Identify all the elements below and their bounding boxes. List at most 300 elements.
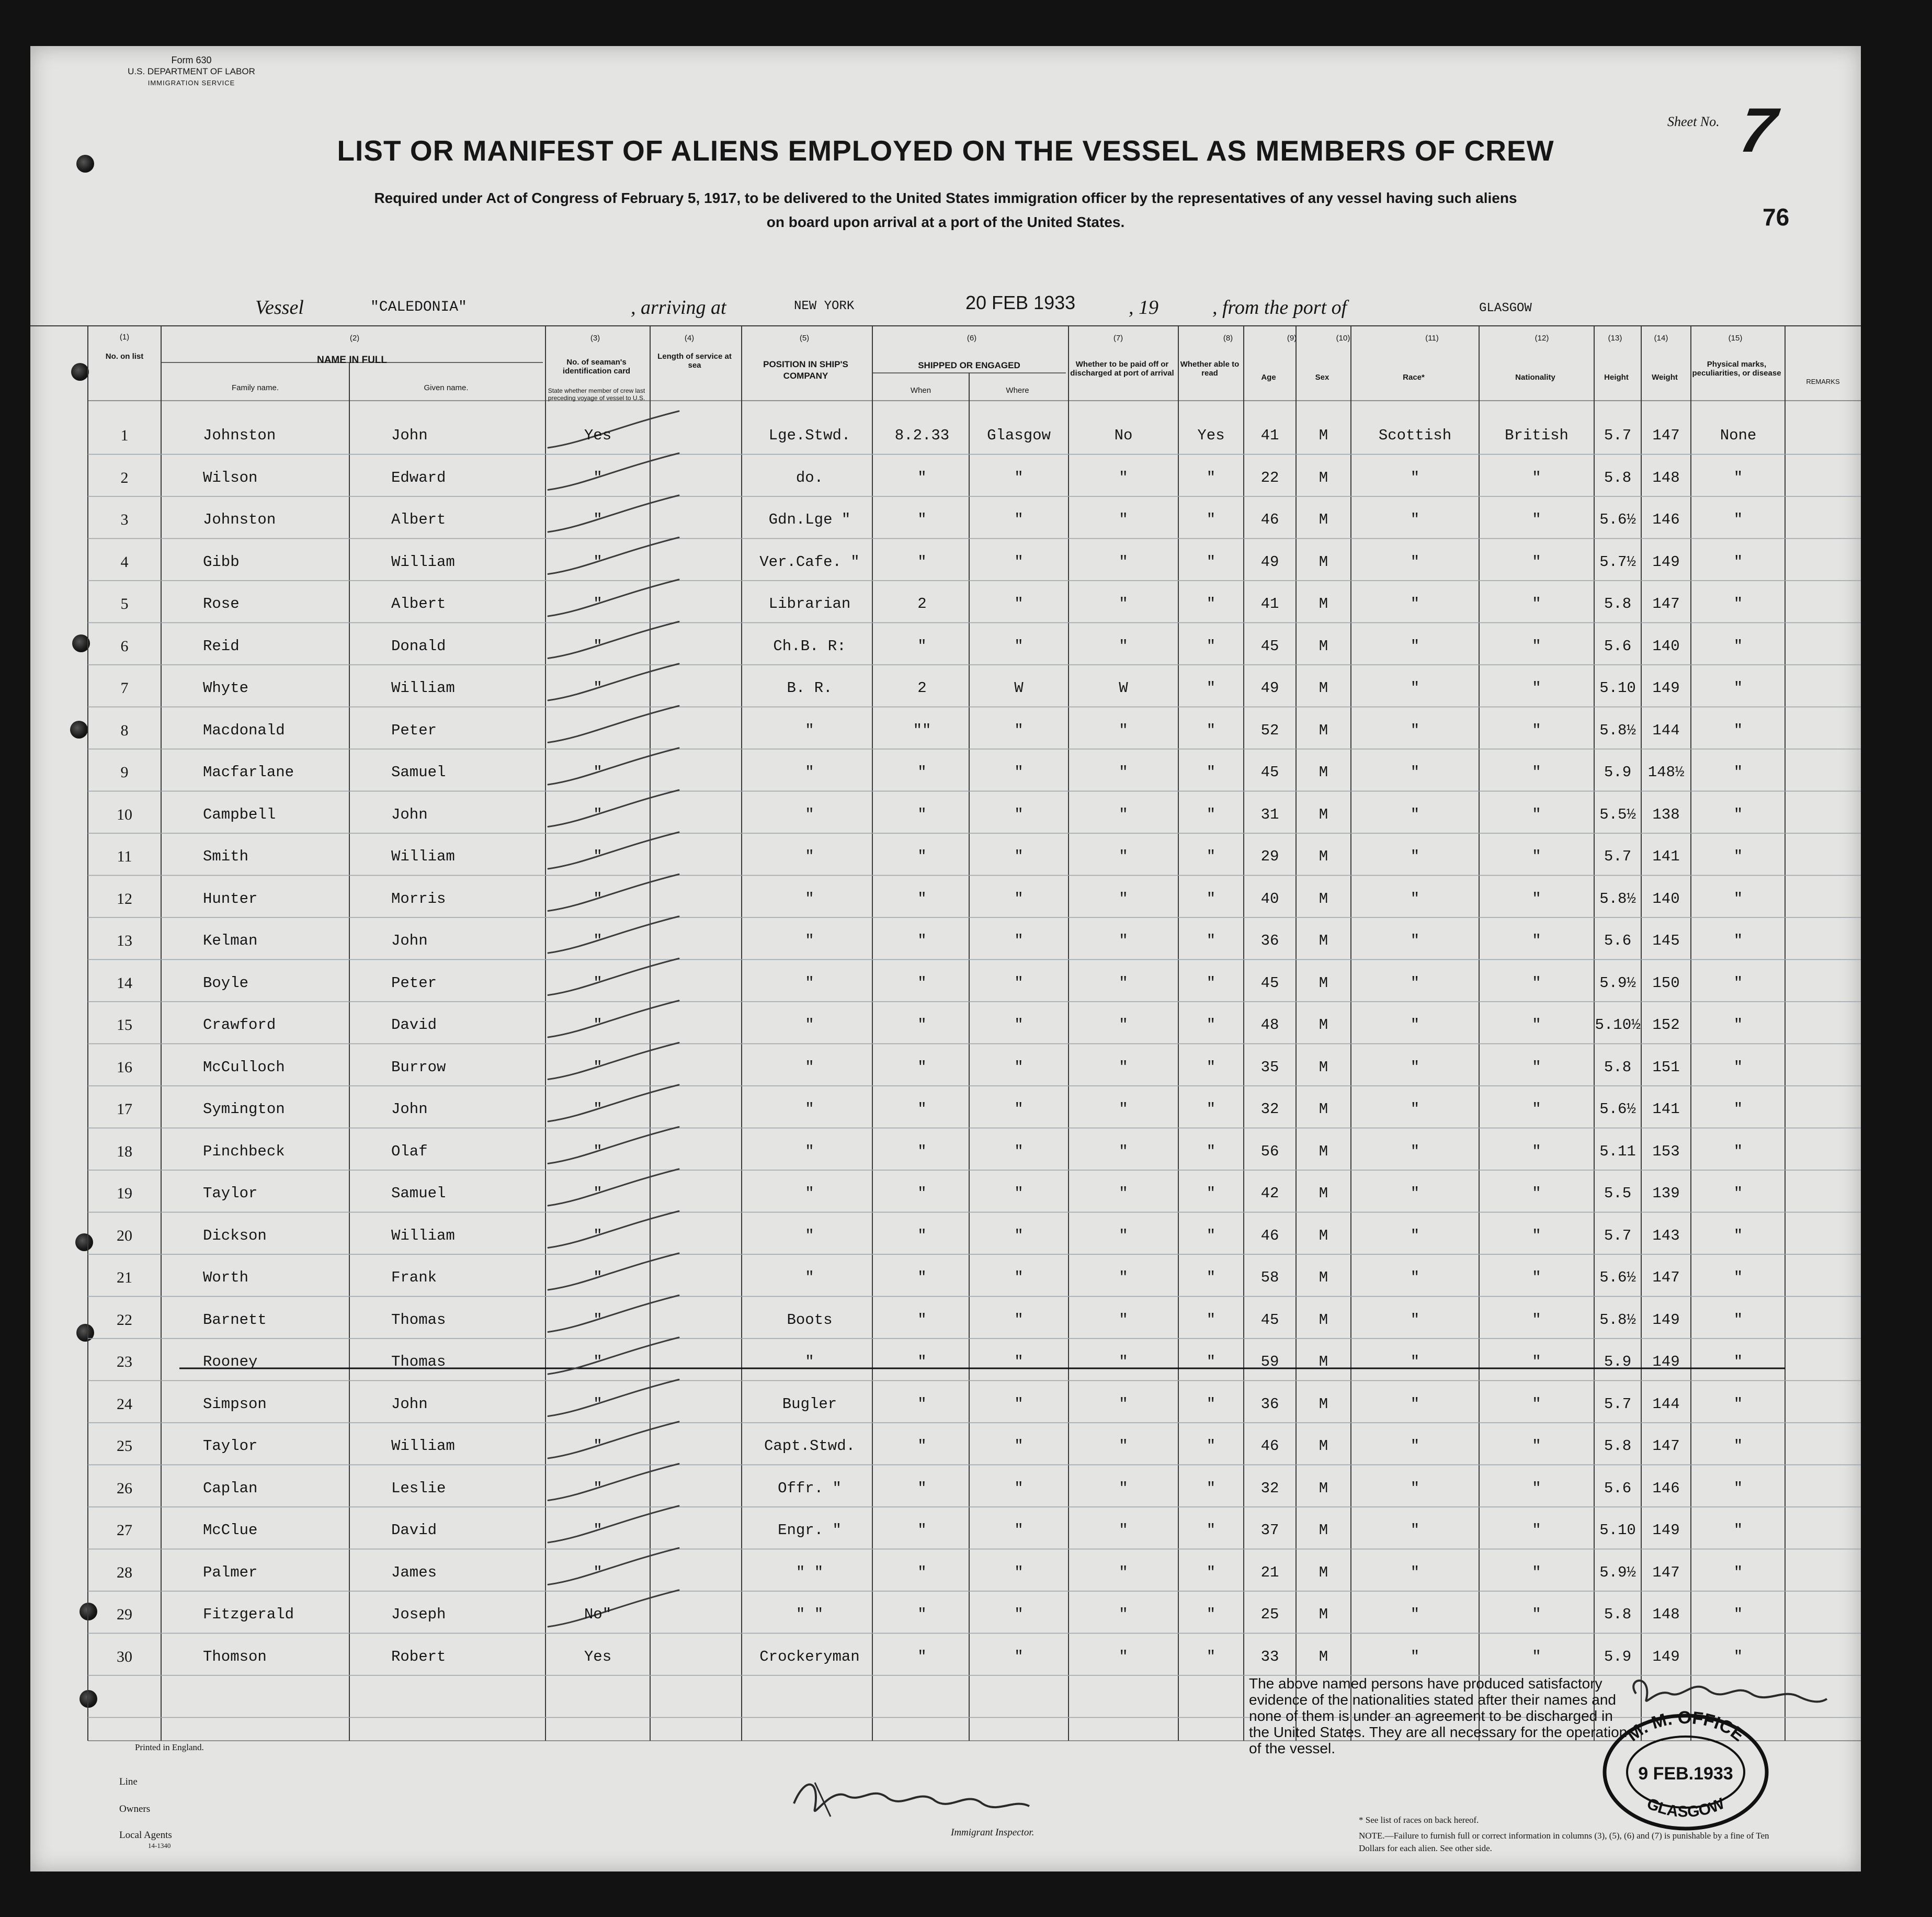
crew-nationality-cell: " bbox=[1532, 637, 1541, 655]
crew-where-cell: " bbox=[1014, 469, 1024, 486]
crew-given-cell: William bbox=[391, 553, 455, 571]
crew-no-cell: 16 bbox=[117, 1058, 132, 1076]
crew-when-cell: " bbox=[917, 974, 927, 992]
crew-nationality-cell: " bbox=[1532, 1142, 1541, 1160]
crew-weight-cell: 147 bbox=[1652, 595, 1680, 612]
crew-height-cell: 5.7 bbox=[1604, 848, 1632, 865]
crew-given-cell: Peter bbox=[391, 974, 437, 992]
crew-family-cell: Boyle bbox=[203, 974, 249, 992]
arrival-port: NEW YORK bbox=[794, 299, 855, 313]
crew-family-cell: Dickson bbox=[203, 1227, 267, 1244]
crew-marks-cell: " bbox=[1733, 1395, 1743, 1413]
crew-read-cell: " bbox=[1206, 1437, 1216, 1455]
crew-nationality-cell: " bbox=[1532, 469, 1541, 486]
crew-sex-cell: M bbox=[1319, 427, 1328, 444]
crew-nationality-cell: " bbox=[1532, 1522, 1541, 1539]
crew-race-cell: " bbox=[1410, 679, 1420, 697]
crew-position-cell: " bbox=[805, 1016, 814, 1034]
crew-given-cell: Thomas bbox=[391, 1311, 446, 1329]
crew-when-cell: "" bbox=[913, 721, 931, 739]
crew-height-cell: 5.7 bbox=[1604, 1395, 1632, 1413]
crew-card-cell: " bbox=[593, 1353, 603, 1370]
crew-paid-cell: " bbox=[1119, 764, 1128, 781]
crew-card-cell: " bbox=[593, 1227, 603, 1244]
crew-nationality-cell: " bbox=[1532, 1437, 1541, 1455]
crew-sex-cell: M bbox=[1319, 1185, 1328, 1202]
crew-marks-cell: " bbox=[1733, 511, 1743, 528]
crew-race-cell: " bbox=[1410, 848, 1420, 865]
crew-card-cell: " bbox=[593, 806, 603, 823]
crew-paid-cell: " bbox=[1119, 595, 1128, 612]
header-seaman-card: No. of seaman's identification card bbox=[562, 358, 631, 376]
crew-where-cell: " bbox=[1014, 1353, 1024, 1370]
owners-label: Owners bbox=[119, 1803, 151, 1814]
col-8-number: (8) bbox=[1223, 334, 1233, 343]
col-13-number: (13) bbox=[1608, 334, 1622, 343]
crew-race-cell: " bbox=[1410, 1479, 1420, 1497]
crew-age-cell: 48 bbox=[1260, 1016, 1279, 1034]
crew-height-cell: 5.9½ bbox=[1599, 974, 1636, 992]
crew-card-cell: " bbox=[593, 974, 603, 992]
crew-position-cell: " bbox=[805, 848, 814, 865]
crew-nationality-cell: " bbox=[1532, 1395, 1541, 1413]
crew-card-cell: " bbox=[593, 1479, 603, 1497]
crew-sex-cell: M bbox=[1319, 1479, 1328, 1497]
crew-card-cell: " bbox=[593, 553, 603, 571]
crew-sex-cell: M bbox=[1319, 1563, 1328, 1581]
crew-no-cell: 5 bbox=[120, 595, 129, 612]
crew-read-cell: " bbox=[1206, 1058, 1216, 1076]
crew-no-cell: 6 bbox=[120, 637, 129, 655]
crew-sex-cell: M bbox=[1319, 1269, 1328, 1286]
crew-read-cell: " bbox=[1206, 721, 1216, 739]
crew-given-cell: Thomas bbox=[391, 1353, 446, 1370]
crew-no-cell: 13 bbox=[117, 932, 132, 949]
header-given-name: Given name. bbox=[424, 383, 469, 392]
crew-where-cell: " bbox=[1014, 1311, 1024, 1329]
crew-height-cell: 5.10 bbox=[1599, 1522, 1636, 1539]
crew-where-cell: " bbox=[1014, 1522, 1024, 1539]
col-15-number: (15) bbox=[1728, 334, 1743, 343]
crew-weight-cell: 153 bbox=[1652, 1142, 1680, 1160]
crew-weight-cell: 140 bbox=[1652, 890, 1680, 908]
crew-read-cell: " bbox=[1206, 637, 1216, 655]
crew-race-cell: " bbox=[1410, 511, 1420, 528]
crew-nationality-cell: " bbox=[1532, 553, 1541, 571]
crew-race-cell: " bbox=[1410, 1353, 1420, 1370]
crew-position-cell: " bbox=[805, 932, 814, 949]
crew-when-cell: " bbox=[917, 637, 927, 655]
crew-race-cell: " bbox=[1410, 1522, 1420, 1539]
crew-read-cell: " bbox=[1206, 848, 1216, 865]
col-2-number: (2) bbox=[349, 334, 360, 343]
crew-race-cell: " bbox=[1410, 637, 1420, 655]
crew-card-cell: " bbox=[593, 511, 603, 528]
subtitle-line-1: Required under Act of Congress of February 5, 1917, to be delivered to the United States immigration officer by the representatives of any vessel having such aliens bbox=[374, 190, 1517, 206]
crew-age-cell: 46 bbox=[1260, 511, 1279, 528]
crew-paid-cell: " bbox=[1119, 1101, 1128, 1118]
crew-when-cell: " bbox=[917, 1142, 927, 1160]
crew-age-cell: 59 bbox=[1260, 1353, 1279, 1370]
stamp-date: 9 FEB.1933 bbox=[1638, 1764, 1733, 1784]
crew-where-cell: " bbox=[1014, 1269, 1024, 1286]
crew-given-cell: Donald bbox=[391, 637, 446, 655]
crew-race-cell: " bbox=[1410, 1648, 1420, 1665]
crew-where-cell: " bbox=[1014, 974, 1024, 992]
crew-read-cell: " bbox=[1206, 764, 1216, 781]
crew-age-cell: 35 bbox=[1260, 1058, 1279, 1076]
col-11-number: (11) bbox=[1425, 334, 1439, 343]
crew-position-cell: " bbox=[805, 1142, 814, 1160]
crew-card-cell: " bbox=[593, 1058, 603, 1076]
crew-position-cell: " bbox=[805, 974, 814, 992]
crew-height-cell: 5.9 bbox=[1604, 764, 1632, 781]
header-length-service: Length of service at sea bbox=[657, 352, 732, 370]
crew-weight-cell: 147 bbox=[1652, 1269, 1680, 1286]
crew-race-cell: " bbox=[1410, 469, 1420, 486]
crew-nationality-cell: " bbox=[1532, 1058, 1541, 1076]
crew-paid-cell: " bbox=[1119, 848, 1128, 865]
crew-marks-cell: " bbox=[1733, 974, 1743, 992]
crew-given-cell: Samuel bbox=[391, 1185, 446, 1202]
crew-weight-cell: 149 bbox=[1652, 1522, 1680, 1539]
crew-read-cell: " bbox=[1206, 1395, 1216, 1413]
crew-nationality-cell: " bbox=[1532, 1101, 1541, 1118]
crew-where-cell: " bbox=[1014, 1563, 1024, 1581]
crew-when-cell: " bbox=[917, 1058, 927, 1076]
form-number: Form 630 bbox=[171, 55, 212, 65]
crew-race-cell: " bbox=[1410, 1563, 1420, 1581]
crew-sex-cell: M bbox=[1319, 764, 1328, 781]
crew-when-cell: " bbox=[917, 1606, 927, 1623]
crew-race-cell: " bbox=[1410, 1185, 1420, 1202]
crew-read-cell: " bbox=[1206, 1269, 1216, 1286]
crew-read-cell: " bbox=[1206, 511, 1216, 528]
crew-sex-cell: M bbox=[1319, 1522, 1328, 1539]
crew-marks-cell: " bbox=[1733, 848, 1743, 865]
crew-position-cell: " bbox=[805, 1353, 814, 1370]
crew-given-cell: Peter bbox=[391, 721, 437, 739]
crew-age-cell: 36 bbox=[1260, 932, 1279, 949]
crew-position-cell: B. R. bbox=[787, 679, 833, 697]
crew-given-cell: David bbox=[391, 1522, 437, 1539]
crew-weight-cell: 148½ bbox=[1647, 764, 1685, 781]
crew-when-cell: " bbox=[917, 1311, 927, 1329]
crew-race-cell: " bbox=[1410, 1437, 1420, 1455]
crew-read-cell: " bbox=[1206, 1185, 1216, 1202]
departure-port: GLASGOW bbox=[1479, 301, 1532, 315]
crew-family-cell: Wilson bbox=[203, 469, 258, 486]
crew-sex-cell: M bbox=[1319, 1058, 1328, 1076]
line-label: Line bbox=[119, 1776, 138, 1787]
crew-card-cell: " bbox=[593, 932, 603, 949]
crew-sex-cell: M bbox=[1319, 595, 1328, 612]
header-seaman-card-note: State whether member of crew last preceding voyage of vessel to U.S. bbox=[548, 387, 645, 402]
crew-given-cell: John bbox=[391, 427, 428, 444]
sheet-number-label: Sheet No. bbox=[1667, 114, 1720, 129]
crew-where-cell: " bbox=[1014, 511, 1024, 528]
col-5-number: (5) bbox=[799, 334, 810, 343]
crew-sex-cell: M bbox=[1319, 1227, 1328, 1244]
department-name: U.S. DEPARTMENT OF LABOR bbox=[128, 66, 255, 76]
manifest-grid bbox=[30, 46, 1861, 1871]
crew-given-cell: William bbox=[391, 679, 455, 697]
crew-nationality-cell: " bbox=[1532, 679, 1541, 697]
crew-read-cell: " bbox=[1206, 1353, 1216, 1370]
crew-position-cell: Ver.Cafe. " bbox=[759, 553, 860, 571]
crew-where-cell: " bbox=[1014, 637, 1024, 655]
crew-sex-cell: M bbox=[1319, 469, 1328, 486]
stamp-top-text: M. M. OFFICE bbox=[1623, 1709, 1748, 1745]
crew-height-cell: 5.6½ bbox=[1599, 1101, 1636, 1118]
crew-no-cell: 27 bbox=[117, 1522, 132, 1539]
col-3-number: (3) bbox=[590, 334, 600, 343]
crew-read-cell: " bbox=[1206, 890, 1216, 908]
crew-nationality-cell: " bbox=[1532, 974, 1541, 992]
crew-where-cell: " bbox=[1014, 1395, 1024, 1413]
crew-given-cell: Robert bbox=[391, 1648, 446, 1665]
crew-marks-cell: " bbox=[1733, 1016, 1743, 1034]
crew-sex-cell: M bbox=[1319, 890, 1328, 908]
crew-when-cell: " bbox=[917, 1395, 927, 1413]
crew-age-cell: 49 bbox=[1260, 679, 1279, 697]
crew-age-cell: 49 bbox=[1260, 553, 1279, 571]
crew-read-cell: " bbox=[1206, 1311, 1216, 1329]
crew-marks-cell: " bbox=[1733, 1101, 1743, 1118]
crew-nationality-cell: " bbox=[1532, 1227, 1541, 1244]
crew-no-cell: 26 bbox=[117, 1479, 132, 1497]
crew-nationality-cell: " bbox=[1532, 1311, 1541, 1329]
crew-when-cell: " bbox=[917, 1269, 927, 1286]
crew-nationality-cell: " bbox=[1532, 1563, 1541, 1581]
crew-given-cell: David bbox=[391, 1016, 437, 1034]
crew-position-cell: " bbox=[805, 806, 814, 823]
crew-card-cell: " bbox=[593, 1016, 603, 1034]
header-nationality: Nationality bbox=[1515, 373, 1555, 382]
header-position: POSITION IN SHIP'S COMPANY bbox=[763, 359, 848, 381]
col-12-number: (12) bbox=[1535, 334, 1549, 343]
header-paid-off: Whether to be paid off or discharged at port of arrival bbox=[1070, 360, 1174, 378]
crew-sex-cell: M bbox=[1319, 1353, 1328, 1370]
crew-given-cell: James bbox=[391, 1563, 437, 1581]
crew-where-cell: " bbox=[1014, 721, 1024, 739]
crew-paid-cell: No bbox=[1114, 427, 1133, 444]
mm-office-stamp bbox=[1599, 1709, 1772, 1835]
crew-weight-cell: 148 bbox=[1652, 469, 1680, 486]
crew-sex-cell: M bbox=[1319, 721, 1328, 739]
crew-read-cell: " bbox=[1206, 1101, 1216, 1118]
crew-paid-cell: " bbox=[1119, 1437, 1128, 1455]
crew-where-cell: " bbox=[1014, 595, 1024, 612]
crew-weight-cell: 147 bbox=[1652, 1437, 1680, 1455]
crew-card-cell: " bbox=[593, 848, 603, 865]
crew-read-cell: " bbox=[1206, 1142, 1216, 1160]
crew-family-cell: Whyte bbox=[203, 679, 249, 697]
crew-weight-cell: 141 bbox=[1652, 1101, 1680, 1118]
crew-height-cell: 5.6 bbox=[1604, 1479, 1632, 1497]
crew-when-cell: " bbox=[917, 469, 927, 486]
crew-no-cell: 8 bbox=[120, 721, 129, 739]
crew-read-cell: " bbox=[1206, 1563, 1216, 1581]
crew-no-cell: 22 bbox=[117, 1311, 132, 1329]
crew-read-cell: " bbox=[1206, 1522, 1216, 1539]
crew-paid-cell: " bbox=[1119, 469, 1128, 486]
crew-paid-cell: " bbox=[1119, 553, 1128, 571]
crew-family-cell: Hunter bbox=[203, 890, 258, 908]
crew-given-cell: Olaf bbox=[391, 1142, 428, 1160]
crew-paid-cell: " bbox=[1119, 1142, 1128, 1160]
crew-position-cell: " bbox=[805, 1185, 814, 1202]
crew-given-cell: Morris bbox=[391, 890, 446, 908]
crew-family-cell: Taylor bbox=[203, 1185, 258, 1202]
crew-race-cell: " bbox=[1410, 1058, 1420, 1076]
crew-given-cell: William bbox=[391, 848, 455, 865]
crew-weight-cell: 144 bbox=[1652, 721, 1680, 739]
crew-given-cell: John bbox=[391, 806, 428, 823]
crew-age-cell: 52 bbox=[1260, 721, 1279, 739]
crew-marks-cell: " bbox=[1733, 1269, 1743, 1286]
crew-card-cell: " bbox=[593, 1269, 603, 1286]
crew-race-cell: Scottish bbox=[1378, 427, 1452, 444]
crew-marks-cell: None bbox=[1720, 427, 1757, 444]
crew-where-cell: " bbox=[1014, 1648, 1024, 1665]
crew-age-cell: 32 bbox=[1260, 1479, 1279, 1497]
crew-nationality-cell: " bbox=[1532, 1016, 1541, 1034]
crew-height-cell: 5.9 bbox=[1604, 1648, 1632, 1665]
crew-family-cell: Simpson bbox=[203, 1395, 267, 1413]
crew-family-cell: Johnston bbox=[203, 427, 276, 444]
crew-height-cell: 5.8½ bbox=[1599, 1311, 1636, 1329]
crew-family-cell: Thomson bbox=[203, 1648, 267, 1665]
crew-card-cell: " bbox=[593, 469, 603, 486]
crew-marks-cell: " bbox=[1733, 1606, 1743, 1623]
header-where: Where bbox=[1006, 386, 1029, 395]
crew-position-cell: " bbox=[805, 1269, 814, 1286]
crew-marks-cell: " bbox=[1733, 806, 1743, 823]
crew-position-cell: " bbox=[805, 721, 814, 739]
crew-weight-cell: 143 bbox=[1652, 1227, 1680, 1244]
crew-read-cell: " bbox=[1206, 1606, 1216, 1623]
col-1-number: (1) bbox=[119, 333, 130, 342]
crew-height-cell: 5.8 bbox=[1604, 469, 1632, 486]
crew-family-cell: Rose bbox=[203, 595, 240, 612]
crew-age-cell: 56 bbox=[1260, 1142, 1279, 1160]
crew-when-cell: 8.2.33 bbox=[894, 427, 950, 444]
crew-height-cell: 5.8 bbox=[1604, 1606, 1632, 1623]
crew-marks-cell: " bbox=[1733, 637, 1743, 655]
crew-marks-cell: " bbox=[1733, 1058, 1743, 1076]
crew-paid-cell: " bbox=[1119, 1016, 1128, 1034]
crew-where-cell: " bbox=[1014, 764, 1024, 781]
crew-age-cell: 32 bbox=[1260, 1101, 1279, 1118]
crew-no-cell: 28 bbox=[117, 1563, 132, 1581]
races-footnote: * See list of races on back hereof. bbox=[1359, 1815, 1479, 1825]
crew-when-cell: " bbox=[917, 932, 927, 949]
crew-race-cell: " bbox=[1410, 595, 1420, 612]
crew-read-cell: " bbox=[1206, 679, 1216, 697]
crew-height-cell: 5.9 bbox=[1604, 1353, 1632, 1370]
sheet-number-value: 7 bbox=[1735, 95, 1781, 165]
header-family-name: Family name. bbox=[231, 383, 279, 392]
crew-nationality-cell: " bbox=[1532, 1353, 1541, 1370]
crew-marks-cell: " bbox=[1733, 890, 1743, 908]
crew-family-cell: Worth bbox=[203, 1269, 249, 1286]
crew-card-cell: Yes bbox=[584, 1648, 612, 1665]
crew-when-cell: " bbox=[917, 1437, 927, 1455]
crew-marks-cell: " bbox=[1733, 679, 1743, 697]
crew-race-cell: " bbox=[1410, 974, 1420, 992]
crew-read-cell: " bbox=[1206, 469, 1216, 486]
crew-position-cell: Offr. " bbox=[778, 1479, 842, 1497]
crew-sex-cell: M bbox=[1319, 637, 1328, 655]
crew-weight-cell: 139 bbox=[1652, 1185, 1680, 1202]
crew-where-cell: " bbox=[1014, 806, 1024, 823]
crew-marks-cell: " bbox=[1733, 469, 1743, 486]
vessel-label: Vessel bbox=[255, 297, 304, 319]
crew-paid-cell: " bbox=[1119, 1479, 1128, 1497]
crew-no-cell: 1 bbox=[120, 427, 129, 444]
crew-family-cell: Barnett bbox=[203, 1311, 267, 1329]
header-shipped-engaged: SHIPPED OR ENGAGED bbox=[918, 360, 1020, 370]
crew-marks-cell: " bbox=[1733, 1227, 1743, 1244]
crew-card-cell: " bbox=[593, 1185, 603, 1202]
crew-read-cell: " bbox=[1206, 974, 1216, 992]
crew-race-cell: " bbox=[1410, 1395, 1420, 1413]
crew-given-cell: Burrow bbox=[391, 1058, 446, 1076]
crew-height-cell: 5.7½ bbox=[1599, 553, 1636, 571]
crew-paid-cell: W bbox=[1119, 679, 1128, 697]
crew-read-cell: " bbox=[1206, 1648, 1216, 1665]
crew-age-cell: 45 bbox=[1260, 764, 1279, 781]
crew-given-cell: Edward bbox=[391, 469, 446, 486]
crew-when-cell: " bbox=[917, 1648, 927, 1665]
crew-age-cell: 25 bbox=[1260, 1606, 1279, 1623]
crew-position-cell: Lge.Stwd. bbox=[768, 427, 851, 444]
crew-given-cell: Frank bbox=[391, 1269, 437, 1286]
crew-nationality-cell: " bbox=[1532, 511, 1541, 528]
crew-weight-cell: 149 bbox=[1652, 679, 1680, 697]
crew-height-cell: 5.8½ bbox=[1599, 721, 1636, 739]
crew-family-cell: Smith bbox=[203, 848, 249, 865]
crew-read-cell: Yes bbox=[1197, 427, 1225, 444]
header-physical-marks: Physical marks, peculiarities, or disease bbox=[1692, 360, 1781, 378]
printed-in-label: Printed in England. bbox=[135, 1742, 204, 1752]
crew-height-cell: 5.7 bbox=[1604, 1227, 1632, 1244]
crew-sex-cell: M bbox=[1319, 553, 1328, 571]
crew-position-cell: " bbox=[805, 1227, 814, 1244]
local-agents-label: Local Agents bbox=[119, 1830, 172, 1841]
crew-given-cell: Leslie bbox=[391, 1479, 446, 1497]
crew-marks-cell: " bbox=[1733, 932, 1743, 949]
header-able-read: Whether able to read bbox=[1180, 360, 1240, 378]
crew-when-cell: 2 bbox=[917, 679, 927, 697]
header-age: Age bbox=[1261, 373, 1276, 382]
crew-sex-cell: M bbox=[1319, 974, 1328, 992]
crew-when-cell: 2 bbox=[917, 595, 927, 612]
crew-given-cell: Samuel bbox=[391, 764, 446, 781]
crew-weight-cell: 149 bbox=[1652, 1311, 1680, 1329]
crew-no-cell: 3 bbox=[120, 511, 129, 528]
crew-sex-cell: M bbox=[1319, 1395, 1328, 1413]
crew-card-cell: No" bbox=[584, 1606, 612, 1623]
crew-height-cell: 5.8 bbox=[1604, 1437, 1632, 1455]
crew-family-cell: McClue bbox=[203, 1522, 258, 1539]
crew-card-cell: " bbox=[593, 1395, 603, 1413]
crew-given-cell: Albert bbox=[391, 595, 446, 612]
crew-age-cell: 46 bbox=[1260, 1437, 1279, 1455]
crew-nationality-cell: " bbox=[1532, 595, 1541, 612]
crew-read-cell: " bbox=[1206, 1227, 1216, 1244]
